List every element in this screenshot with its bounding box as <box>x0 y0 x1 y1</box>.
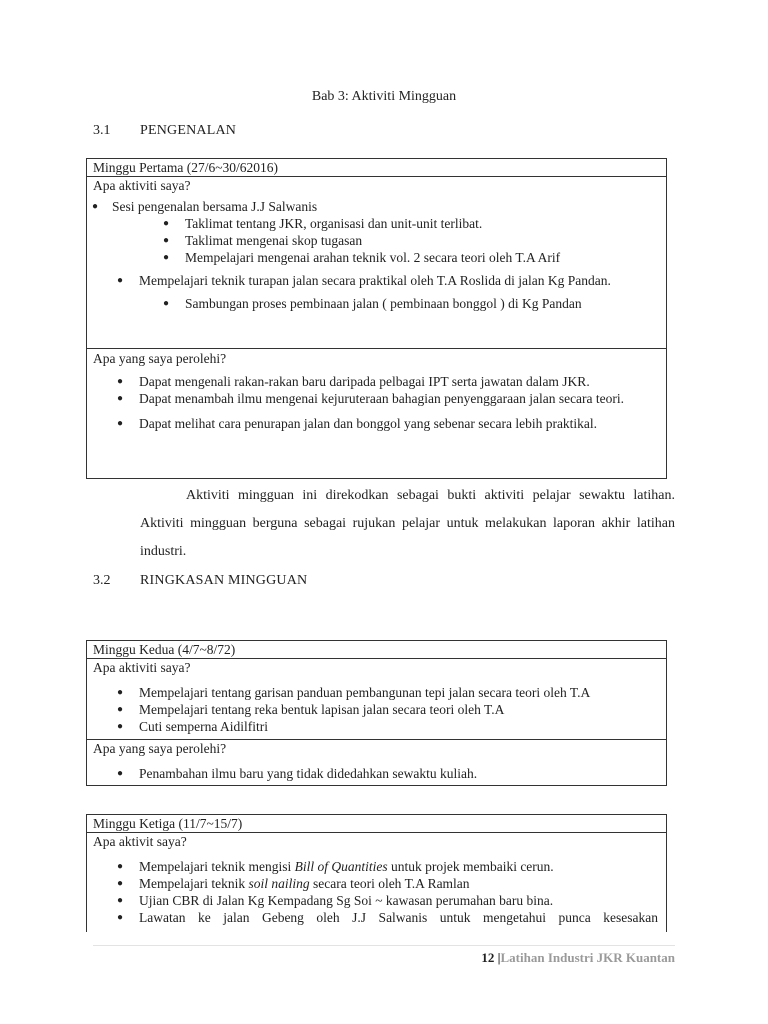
bullet-icon: ● <box>117 768 124 779</box>
bullet-icon: ● <box>117 721 124 732</box>
week2-table <box>86 640 667 786</box>
list-item-text: Mempelajari tentang garisan panduan pembangunan tepi jalan secara teori oleh T.A <box>139 685 591 700</box>
bullet-icon: ● <box>117 878 124 889</box>
list-item <box>163 215 658 232</box>
list-item-text: Taklimat tentang JKR, organisasi dan unit-unit terlibat. <box>185 216 483 231</box>
list-item <box>117 411 658 437</box>
bullet-icon: ● <box>117 275 124 286</box>
list-item-text: Ujian CBR di Jalan Kg Kempadang Sg Soi ~ kawasan perumahan baru bina. <box>139 893 554 908</box>
list-item-text: Mempelajari teknik turapan jalan secara praktikal oleh T.A Roslida di jalan Kg Pandan. <box>139 273 611 288</box>
week3-header: Minggu Ketiga (11/7~15/7) <box>87 815 666 833</box>
list-item <box>117 875 658 892</box>
list-item-text: Lawatan ke jalan Gebeng oleh J.J Salwanis untuk mengetahui punca kesesakan <box>139 910 658 925</box>
list-item <box>117 892 658 909</box>
week3-activity-label: Apa aktivit saya? <box>93 834 187 849</box>
bullet-icon: ● <box>163 235 170 246</box>
list-item <box>163 249 658 266</box>
bullet-icon: ● <box>117 376 124 387</box>
bullet-icon: ● <box>117 418 124 429</box>
footer-divider <box>93 945 675 946</box>
bullet-icon: ● <box>163 252 170 263</box>
bullet-icon: ● <box>117 912 124 923</box>
page-number: 12 <box>481 950 495 965</box>
week2-header: Minggu Kedua (4/7~8/72) <box>87 641 666 659</box>
week1-gain-label: Apa yang saya perolehi? <box>93 351 227 366</box>
list-item <box>117 684 658 701</box>
section-title: PENGENALAN <box>140 123 237 138</box>
paragraph-text: Aktiviti mingguan ini direkodkan sebagai bukti aktiviti pelajar sewaktu latihan. Aktiviti mingguan berguna sebagai rujukan pelajar untuk melakukan laporan akhir latihan industri. <box>140 488 675 559</box>
bullet-icon: ● <box>117 687 124 698</box>
week1-header: Minggu Pertama (27/6~30/62016) <box>87 159 666 177</box>
list-item-text: Dapat mengenali rakan-rakan baru daripada pelbagai IPT serta jawatan dalam JKR. <box>139 374 590 389</box>
body-paragraph <box>140 482 675 566</box>
list-item <box>117 858 658 875</box>
bullet-icon: ● <box>163 298 170 309</box>
list-item-text: Cuti semperna Aidilfitri <box>139 719 268 734</box>
bullet-icon: ● <box>117 861 124 872</box>
list-item <box>117 909 658 926</box>
list-item <box>117 386 658 411</box>
list-item <box>117 268 658 293</box>
footer-separator: | <box>494 950 501 965</box>
bullet-icon: ● <box>117 704 124 715</box>
list-item <box>117 765 658 782</box>
week1-activity-list <box>87 194 666 348</box>
chapter-title: Bab 3: Aktiviti Mingguan <box>311 89 457 104</box>
section-title: RINGKASAN MINGGUAN <box>140 573 308 588</box>
list-item-text: Taklimat mengenai skop tugasan <box>185 233 363 248</box>
section-number: 3.1 <box>93 123 111 138</box>
text-segment: Mempelajari teknik <box>139 876 249 891</box>
week1-activity-label: Apa aktiviti saya? <box>93 178 191 193</box>
footer-title: Latihan Industri JKR Kuantan <box>500 950 675 965</box>
list-item-text: Sambungan proses pembinaan jalan ( pembinaan bonggol ) di Kg Pandan <box>185 296 582 311</box>
week3-table <box>86 814 667 932</box>
week2-activity-label: Apa aktiviti saya? <box>93 660 191 675</box>
list-item <box>163 295 658 312</box>
list-item-text: Mempelajari tentang reka bentuk lapisan jalan secara teori oleh T.A <box>139 702 505 717</box>
text-segment: secara teori oleh T.A Ramlan <box>309 876 470 891</box>
page-footer <box>481 950 675 966</box>
week2-gain-label: Apa yang saya perolehi? <box>93 741 227 756</box>
list-item <box>117 718 658 735</box>
list-item <box>92 198 658 215</box>
bullet-icon: ● <box>163 218 170 229</box>
bullet-icon: ● <box>117 895 124 906</box>
text-segment: Mempelajari teknik mengisi <box>139 859 295 874</box>
italic-term: Bill of Quantities <box>294 859 388 874</box>
list-item-text: Mempelajari mengenai arahan teknik vol. 2 secara teori oleh T.A Arif <box>185 250 561 265</box>
bullet-icon: ● <box>92 201 99 212</box>
section-number: 3.2 <box>93 573 111 588</box>
list-item-text: Dapat melihat cara penurapan jalan dan bonggol yang sebenar secara lebih praktikal. <box>139 416 598 431</box>
list-item-text: Penambahan ilmu baru yang tidak didedahkan sewaktu kuliah. <box>139 766 478 781</box>
list-item <box>163 232 658 249</box>
list-item-text: Sesi pengenalan bersama J.J Salwanis <box>112 199 318 214</box>
list-item <box>117 701 658 718</box>
list-item-text: Dapat menambah ilmu mengenai kejuruteraan bahagian penyenggaraan jalan secara teori. <box>139 391 625 406</box>
text-segment: untuk projek membaiki cerun. <box>387 859 554 874</box>
week1-table <box>86 158 667 479</box>
italic-term: soil nailing <box>248 876 310 891</box>
bullet-icon: ● <box>117 393 124 404</box>
